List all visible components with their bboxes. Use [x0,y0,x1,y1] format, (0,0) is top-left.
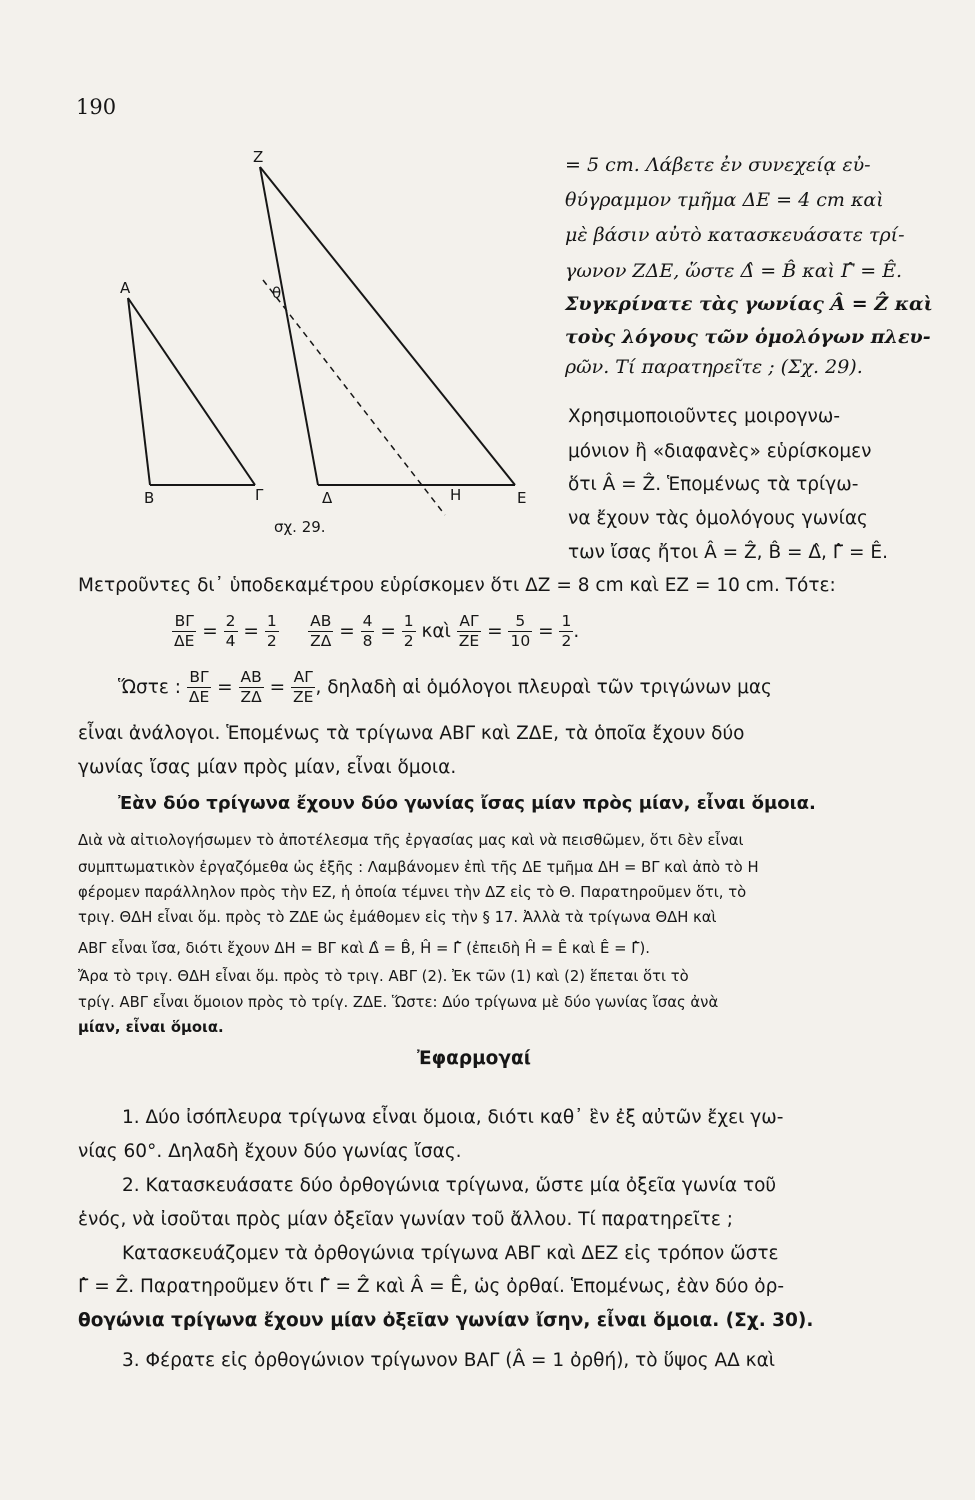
paragraph-line: εἶναι ἀνάλογοι. Ἑπομένως τὰ τρίγωνα ΑΒΓ καὶ ΖΔΕ, τὰ ὁποῖα ἔχουν δύο [78,723,745,744]
proof-line: τριγ. ΘΔΗ εἶναι ὅμ. πρὸς τὸ ΖΔΕ ὡς ἐμάθομεν εἰς τὴν § 17. Ἀλλὰ τὰ τρίγωνα ΘΔΗ καὶ [78,909,717,926]
label-d: Δ [322,489,333,507]
label-e: E [517,489,527,507]
figure-29 [100,140,550,540]
fraction: $\frac{A\Gamma}{ZE}$ [458,612,480,651]
fraction: $\frac{A\Gamma}{ZE}$ [293,668,314,707]
right-line-4: γωνον ΖΔΕ, ὥστε Δ̂ = B̂ καὶ Γ̂ = Ê. [565,260,903,282]
fraction: $\frac{1}{2}$ [266,612,277,651]
exercise-2-line: 2. Κατασκευάσατε δύο ὀρθογώνια τρίγωνα, ὥστε μία ὀξεῖα γωνία τοῦ [122,1175,777,1196]
proof-line: Ἄρα τὸ τριγ. ΘΔΗ εἶναι ὅμ. πρὸς τὸ τριγ. ΑΒΓ (2). Ἐκ τῶν (1) καὶ (2) ἕπεται ὅτι τὸ [78,968,689,985]
dashed-theta-h [263,280,445,515]
ratio-row: $\frac{B\Gamma}{\Delta E}$ = $\frac{2}{4}$ = $\frac{1}{2}$ $\frac{AB}{Z\Delta}$ = $\frac{4}{8}$ = $\frac{1}{2}$ καὶ $\frac{A\Gamma}{ZE}$ = $\frac{5}{10}$ = $\frac{1}{2}$ . [174,612,580,651]
label-a: A [120,279,131,297]
hoste-row: Ὥστε : $\frac{B\Gamma}{\Delta E}$ = $\frac{AB}{Z\Delta}$ = $\frac{A\Gamma}{ZE}$ , δηλαδὴ αἱ ὁμόλογοι πλευραὶ τῶν τριγώνων μας [118,668,772,707]
fraction: $\frac{AB}{Z\Delta}$ [310,612,332,651]
right-line-12: των ἴσας ἤτοι Â = Ẑ, B̂ = Δ̂, Γ̂ = Ê. [568,542,888,563]
measure-line: Μετροῦντες δι᾽ ὑποδεκαμέτρου εὑρίσκομεν ὅτι ΔΖ = 8 cm καὶ ΕΖ = 10 cm. Τότε: [78,575,836,596]
page-number: 190 [76,95,117,119]
label-z: Z [253,148,264,166]
fraction: $\frac{B\Gamma}{\Delta E}$ [174,612,195,651]
proof-line: φέρομεν παράλληλον πρὸς τὴν ΕΖ, ἡ ὁποία τέμνει τὴν ΔΖ εἰς τὸ Θ. Παρατηροῦμεν ὅτι, τὸ [78,884,747,901]
right-line-11: να ἔχουν τὰς ὁμολόγους γωνίας [568,508,868,529]
exercise-2-line: Κατασκευάζομεν τὰ ὀρθογώνια τρίγωνα ΑΒΓ καὶ ΔΕΖ εἰς τρόπον ὥστε [122,1243,779,1264]
hoste-word: Ὥστε : [118,676,181,698]
right-line-1: = 5 cm. Λάβετε ἐν συνεχείᾳ εὐ- [565,154,871,176]
proof-line: ΑΒΓ εἶναι ἴσα, διότι ἔχουν ΔΗ = ΒΓ καὶ Δ̂ = B̂, Ĥ = Γ̂ (ἐπειδὴ Ĥ = Ê καὶ Ê = Γ̂). [78,940,650,957]
fraction: $\frac{B\Gamma}{\Delta E}$ [188,668,210,707]
label-h: H [450,486,462,504]
proof-line: μίαν, εἶναι ὅμοια. [78,1019,224,1036]
section-heading: Ἐφαρμογαί [417,1048,531,1069]
fraction: $\frac{2}{4}$ [225,612,236,651]
exercise-2-line: ἑνός, νὰ ἰσοῦται πρὸς μίαν ὀξεῖαν γωνίαν τοῦ ἄλλου. Τί παρατηρεῖτε ; [78,1209,734,1230]
fraction: $\frac{1}{2}$ [403,612,414,651]
right-line-2: θύγραμμον τμῆμα ΔΕ = 4 cm καὶ [565,189,884,211]
exercise-1-line: 1. Δύο ἰσόπλευρα τρίγωνα εἶναι ὅμοια, διότι καθ᾽ ἓν ἐξ αὐτῶν ἔχει γω- [122,1107,784,1128]
proof-line: τρίγ. ΑΒΓ εἶναι ὅμοιον πρὸς τὸ τρίγ. ΖΔΕ. Ὥστε: Δύο τρίγωνα μὲ δύο γωνίας ἴσας ἀνὰ [78,994,719,1011]
exercise-2-line: Γ̂ = Ẑ. Παρατηροῦμεν ὅτι Γ̂ = Ẑ καὶ Â = Ê, ὡς ὀρθαί. Ἑπομένως, ἐὰν δύο ὀρ- [78,1276,785,1297]
figure-caption: σχ. 29. [274,518,326,536]
right-line-9: μόνιον ἢ «διαφανὲς» εὑρίσκομεν [568,441,872,462]
right-line-7: ρῶν. Τί παρατηρεῖτε ; (Σχ. 29). [565,356,863,378]
paragraph-line: γωνίας ἴσας μίαν πρὸς μίαν, εἶναι ὅμοια. [78,757,457,778]
side-zd [260,167,318,485]
hoste-rest: , δηλαδὴ αἱ ὁμόλογοι πλευραὶ τῶν τριγώνων μας [315,676,772,698]
kai-word: καὶ [421,620,451,642]
exercise-1-line: νίας 60°. Δηλαδὴ ἔχουν δύο γωνίας ἴσας. [78,1141,462,1162]
fraction: $\frac{4}{8}$ [362,612,373,651]
label-b: B [144,489,155,507]
right-line-3: μὲ βάσιν αὐτὸ κατασκευάσατε τρί- [565,224,905,246]
exercise-3-line: 3. Φέρατε εἰς ὀρθογώνιον τρίγωνον ΒΑΓ (Â = 1 ὀρθή), τὸ ὕψος ΑΔ καὶ [122,1350,776,1371]
theorem-statement: Ἐὰν δύο τρίγωνα ἔχουν δύο γωνίας ἴσας μίαν πρὸς μίαν, εἶναι ὅμοια. [118,793,816,814]
right-line-5: Συγκρίνατε τὰς γωνίας Â = Ẑ καὶ [565,293,933,315]
fraction: $\frac{AB}{Z\Delta}$ [240,668,262,707]
right-line-10: ὅτι Â = Ẑ. Ἑπομένως τὰ τρίγω- [568,474,859,495]
proof-line: Διὰ νὰ αἰτιολογήσωμεν τὸ ἀποτέλεσμα τῆς ἐργασίας μας καὶ νὰ πεισθῶμεν, ὅτι δὲν εἶναι [78,832,744,849]
exercise-2-line: θογώνια τρίγωνα ἔχουν μίαν ὀξεῖαν γωνίαν ἴσην, εἶναι ὅμοια. (Σχ. 30). [78,1310,814,1331]
label-g: Γ [255,486,264,504]
fraction: $\frac{5}{10}$ [510,612,531,651]
proof-line: συμπτωματικὸν ἐργαζόμεθα ὡς ἑξῆς : Λαμβάνομεν ἐπὶ τῆς ΔΕ τμῆμα ΔΗ = ΒΓ καὶ ἀπὸ τὸ Η [78,859,759,876]
label-theta: θ [272,284,282,302]
fraction: $\frac{1}{2}$ [561,612,572,651]
right-line-6: τοὺς λόγους τῶν ὁμολόγων πλευ- [565,326,931,348]
right-line-8: Χρησιμοποιοῦντες μοιρογνω- [568,406,841,427]
